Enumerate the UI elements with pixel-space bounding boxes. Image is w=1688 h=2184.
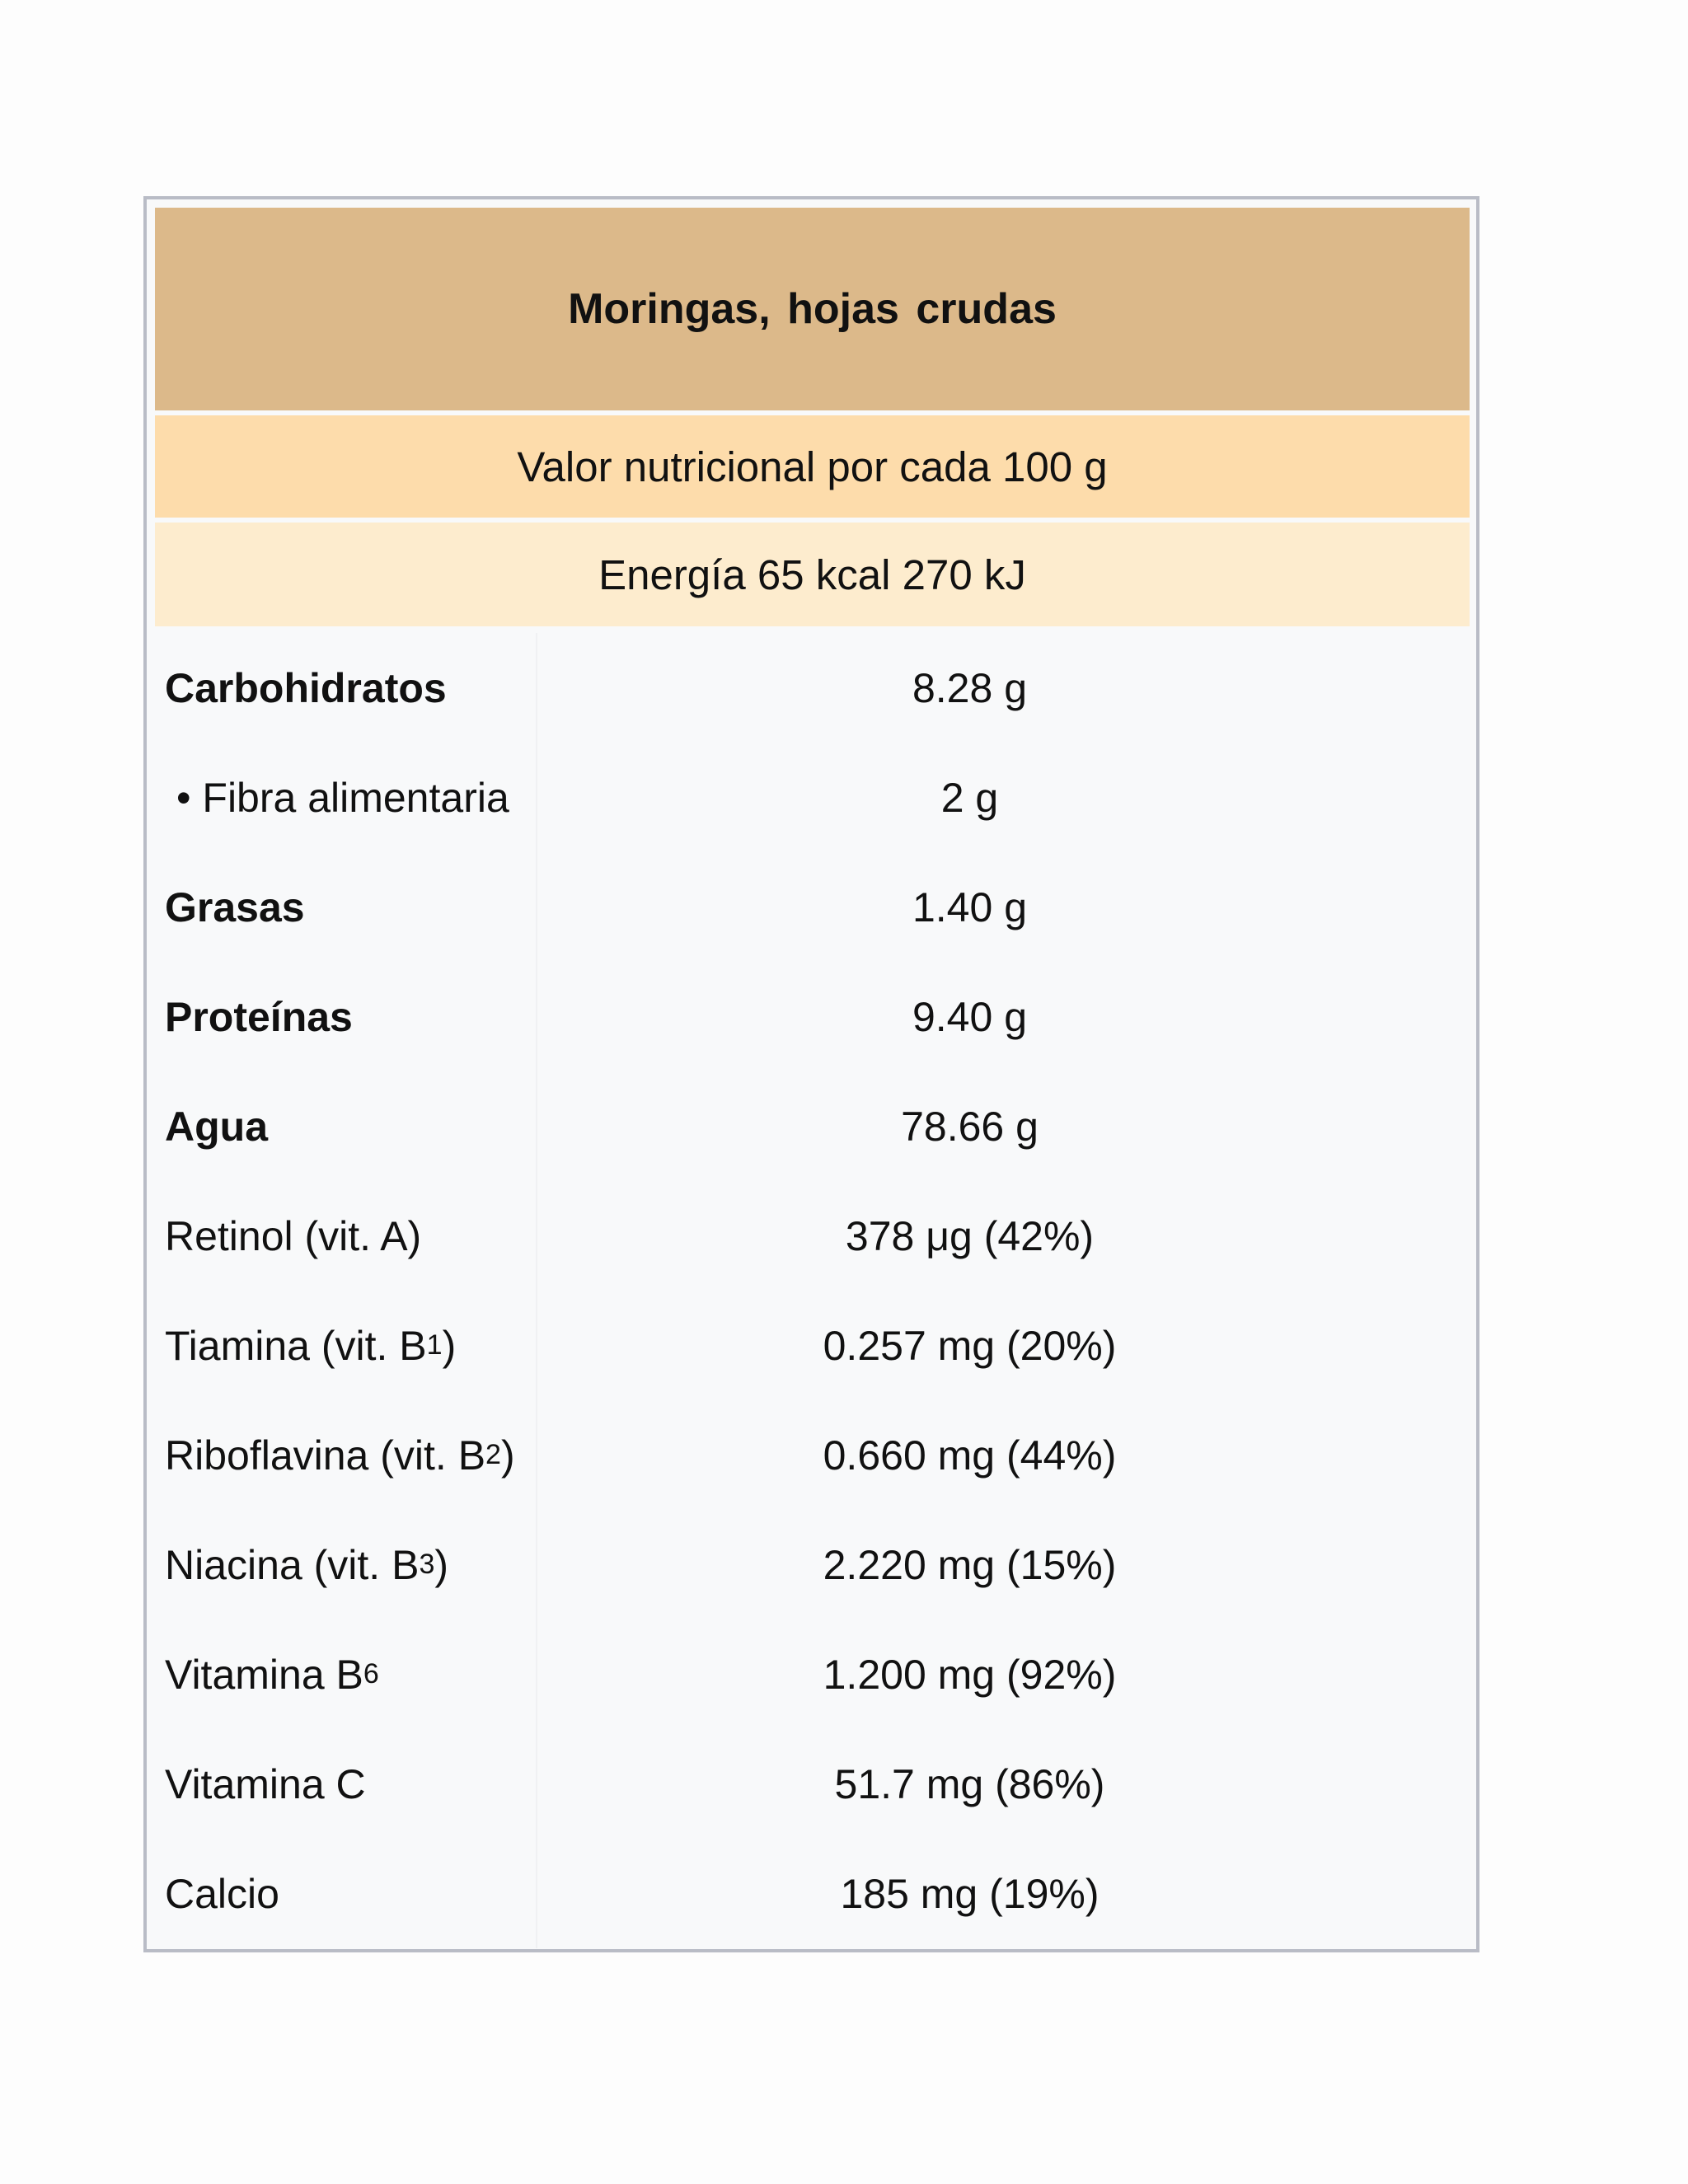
table-row	[147, 1510, 1476, 1619]
nutrient-label: Retinol (vit. A)	[147, 1181, 537, 1291]
nutrient-value: 185 mg (19%)	[840, 1870, 1100, 1917]
table-row	[147, 1729, 1476, 1839]
nutrient-label: Niacina (vit. B 3 )	[147, 1510, 537, 1619]
nutrient-value: 2 g	[940, 774, 999, 821]
table-row	[147, 633, 1476, 743]
nutrient-label: Grasas	[147, 852, 537, 962]
nutrient-label: Carbohidratos	[147, 633, 537, 743]
nutrient-label: Proteínas	[147, 962, 537, 1071]
nutrient-label: Calcio	[147, 1839, 537, 1948]
table-row	[147, 1619, 1476, 1729]
nutrient-value: 1.200 mg (92%)	[823, 1651, 1117, 1698]
table-row	[147, 1400, 1476, 1510]
nutrient-value: 8.28 g	[912, 664, 1027, 711]
nutrient-label: Vitamina C	[147, 1729, 537, 1839]
table-row	[147, 743, 1476, 852]
table-row	[147, 852, 1476, 962]
infobox-title: Moringas, hojas crudas	[155, 208, 1470, 410]
table-row	[147, 1839, 1476, 1948]
table-row	[147, 1181, 1476, 1291]
table-row	[147, 962, 1476, 1071]
nutrient-label: Tiamina (vit. B 1 )	[147, 1291, 537, 1400]
nutrient-value: 51.7 mg (86%)	[834, 1760, 1105, 1807]
nutrient-value: 0.660 mg (44%)	[823, 1432, 1117, 1479]
nutrient-label: Agua	[147, 1071, 537, 1181]
nutrient-value: 1.40 g	[912, 883, 1027, 930]
nutrition-infobox	[143, 196, 1479, 1952]
nutrient-table	[147, 633, 1476, 1948]
nutrient-label: Vitamina B 6	[147, 1619, 537, 1729]
infobox-subtitle: Valor nutricional por cada 100 g	[155, 415, 1470, 518]
infobox-energy: Energía 65 kcal 270 kJ	[155, 523, 1470, 626]
table-row	[147, 1071, 1476, 1181]
nutrient-value: 9.40 g	[912, 993, 1027, 1040]
nutrient-label: Riboflavina (vit. B 2 )	[147, 1400, 537, 1510]
nutrient-value: 378 μg (42%)	[845, 1212, 1095, 1259]
nutrient-value: 0.257 mg (20%)	[823, 1322, 1117, 1369]
nutrient-value: 2.220 mg (15%)	[823, 1541, 1117, 1588]
nutrient-label: • Fibra alimentaria	[147, 743, 537, 852]
table-row	[147, 1291, 1476, 1400]
nutrient-value: 78.66 g	[901, 1103, 1039, 1150]
